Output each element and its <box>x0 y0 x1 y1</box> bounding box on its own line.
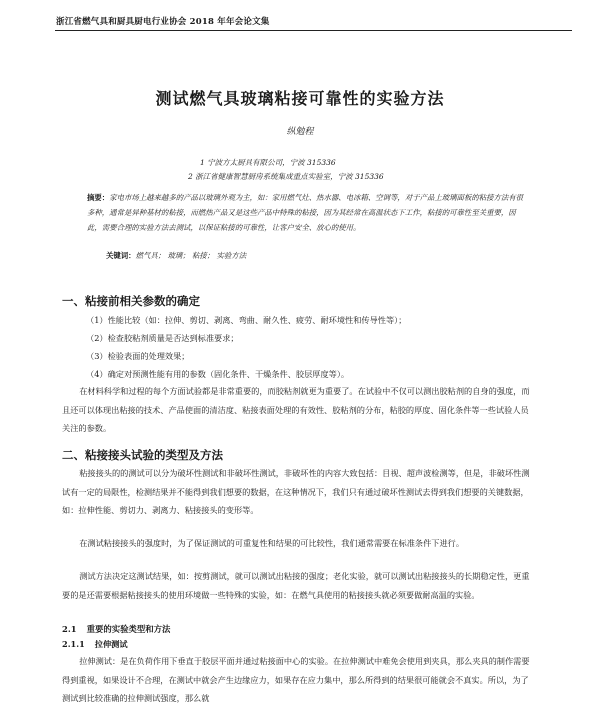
subsection-title: 重要的实验类型和方法 <box>86 624 171 634</box>
header-rule <box>55 30 572 31</box>
subsubsection-title: 拉伸测试 <box>94 639 128 649</box>
paragraph: 在测试粘接接头的强度时，为了保证测试的可重复性和结果的可比较性，我们通常需要在标准条件下进行。 <box>79 538 465 548</box>
subsubsection-number: 2.1.1 <box>62 639 85 649</box>
subsection-number: 2.1 <box>62 624 77 634</box>
keywords-text: 燃气具； 玻璃； 粘接； 实验方法 <box>135 251 247 260</box>
author: 纵勉程 <box>286 127 314 137</box>
section-1-heading: 一、粘接前相关参数的确定 <box>62 294 200 308</box>
subsection-heading <box>62 623 170 635</box>
tensile-test-paragraph: 拉伸测试：是在负荷作用下垂直于胶层平面并通过粘接面中心的实验。在拉伸测试中难免会使用到夹具，那么夹具的制作需要得到重视，如果设计不合理，在测试中就会产生边缘应力，如果存在应力集中，那么所得到的结果很可能就会不真实。所以，为了测试到比较准确的拉伸测试强度，那么就 <box>62 656 530 703</box>
keywords <box>106 250 246 261</box>
affiliation-1: 1 宁波方太厨具有限公司，宁波 315336 <box>200 158 336 167</box>
abstract <box>87 190 527 236</box>
list-item: （1）性能比较（如：拉伸、剪切、剥离、弯曲、耐久性、疲劳、耐环境性和传导性等）； <box>86 315 407 325</box>
section-2-heading: 二、粘接接头试验的类型及方法 <box>62 448 223 462</box>
keywords-label: 关键词： <box>106 251 136 260</box>
abstract-text: 家电市场上越来越多的产品以玻璃外观为主，如：家用燃气灶、热水器、电冰箱、空调等，对于产品上玻璃面板的粘接方法有很多种，通常是异种基材的粘接，而燃热产品又是这些产品中特殊的粘接，因为其经常在高温状态下工作，粘接的可靠性至关重要，因此，需要合理的实验方法去测试，以保证粘接的可靠性，让客户安全、放心的使用。 <box>87 193 524 233</box>
list-item: （2）检查胶粘剂质量是否达到标准要求； <box>86 333 239 343</box>
running-header: 浙江省燃气具和厨具厨电行业协会 2018 年年会论文集 <box>56 17 270 27</box>
list-item: （4）确定对预测性能有用的参数（固化条件、干燥条件、胶层厚度等）。 <box>86 369 350 379</box>
paragraph: 测试方法决定这测试结果，如：按剪测试，就可以测试出粘接的强度；老化实验，就可以测试出粘接接头的长期稳定性，更重要的是还需要根据粘接接头的使用环境做一些特殊的实验，如：在燃气具使用的粘接接头就必须要做耐高温的实验。 <box>62 571 530 600</box>
list-item: （3）检验表面的处理效果； <box>86 351 190 361</box>
subsubsection-heading <box>62 639 128 650</box>
section-1-paragraph: 在材料科学和过程的每个方面试验都是非常重要的，而胶粘剂就更为重要了。在试验中不仅可以测出胶粘剂的自身的强度，而且还可以体现出粘接的技术、产品使面的清洁度、粘接表面处理的有效性、胶粘剂的分布，粘胶的厚度、固化条件等一些试验人员关注的参数。 <box>62 386 530 433</box>
affiliation-2: 2 浙江省健康智慧厨房系统集成重点实验室，宁波 315336 <box>188 172 384 181</box>
abstract-label: 摘要： <box>87 193 110 202</box>
paragraph: 粘接接头的的测试可以分为破坏性测试和非破坏性测试，非破坏性的内容大致包括：目视、超声波检测等，但是，非破坏性测试有一定的局限性，检测结果并不能得到我们想要的数据，在这种情况下，我们只有通过破坏性测试去得到我们想要的关键数据，如：拉伸性能、剪切力、剥离力、粘接接头的变形等。 <box>62 468 530 515</box>
paper-title: 测试燃气具玻璃粘接可靠性的实验方法 <box>155 89 445 108</box>
